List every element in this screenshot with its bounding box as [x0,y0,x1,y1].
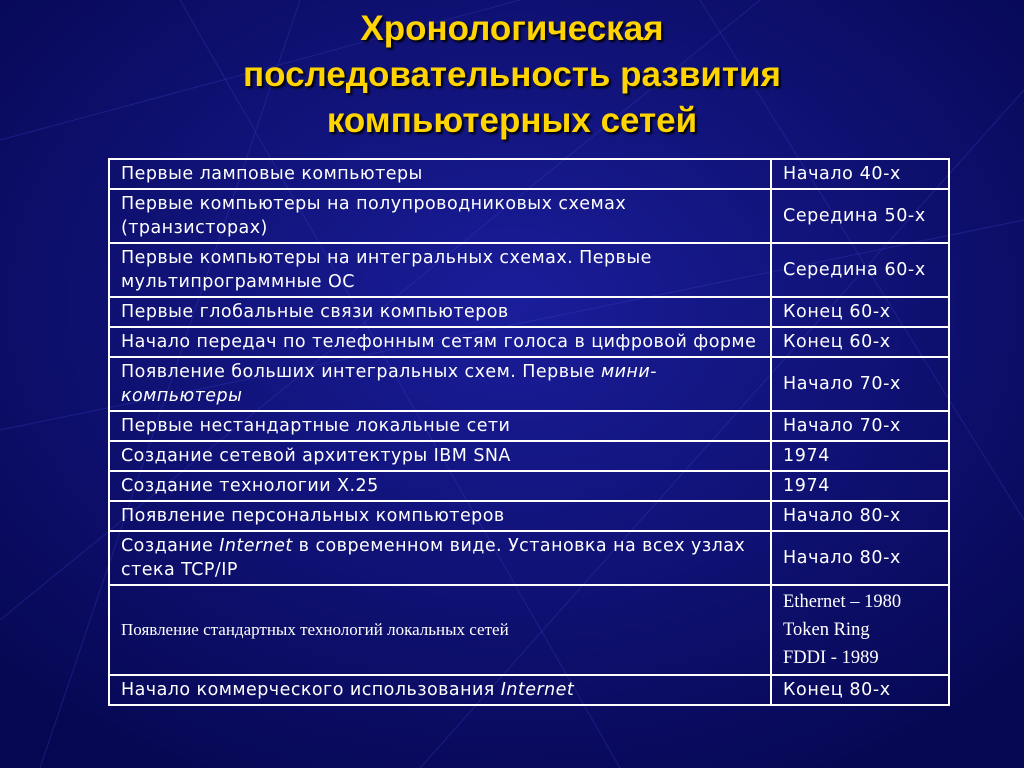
date-cell: Конец 80-х [771,675,949,705]
table-row [109,585,949,675]
event-cell: Создание сетевой архитектуры IBM SNA [109,441,771,471]
table-row [109,189,949,243]
table-row [109,159,949,189]
date-cell: Начало 40-х [771,159,949,189]
date-cell: 1974 [771,471,949,501]
date-line: FDDI - 1989 [783,648,879,668]
event-text-italic: Internet [219,536,293,556]
event-cell: Начало передач по телефонным сетям голоса в цифровой форме [109,327,771,357]
date-cell: Начало 80-х [771,501,949,531]
event-cell: Первые глобальные связи компьютеров [109,297,771,327]
table-row [109,471,949,501]
date-cell: Конец 60-х [771,297,949,327]
date-cell: Начало 70-х [771,411,949,441]
date-cell: Середина 50-х [771,189,949,243]
title-line-1: Хронологическая [360,9,664,48]
table-row [109,357,949,411]
event-text-italic: Internet [500,680,575,700]
table-row [109,411,949,441]
page-title [0,6,1024,144]
date-cell: Конец 60-х [771,327,949,357]
title-line-3: компьютерных сетей [326,101,698,140]
table-row [109,297,949,327]
date-cell: Начало 70-х [771,357,949,411]
event-cell: Появление персональных компьютеров [109,501,771,531]
table-row [109,441,949,471]
event-text: Появление больших интегральных схем. Первые [121,362,601,382]
date-cell: 1974 [771,441,949,471]
event-cell [109,675,771,705]
date-cell [771,585,949,675]
date-line: Token Ring [783,620,870,640]
table-row [109,531,949,585]
event-cell [109,357,771,411]
table-row [109,243,949,297]
event-cell [109,531,771,585]
event-text-italic: мини-компьютеры [121,362,657,406]
event-cell: Первые нестандартные локальные сети [109,411,771,441]
date-cell: Середина 60-х [771,243,949,297]
table-row [109,675,949,705]
date-cell: Начало 80-х [771,531,949,585]
event-cell: Первые ламповые компьютеры [109,159,771,189]
event-cell: Появление стандартных технологий локальных сетей [109,585,771,675]
table-row [109,327,949,357]
event-text: Начало коммерческого использования [121,680,501,700]
timeline-table [108,158,950,706]
table-row [109,501,949,531]
date-line: Ethernet – 1980 [783,592,902,612]
event-text: в современном виде. Установка на всех узлах стека TCP/IP [121,536,746,580]
event-text: Создание [121,536,220,556]
title-line-2: последовательность развития [243,55,781,94]
event-cell: Создание технологии X.25 [109,471,771,501]
event-cell: Первые компьютеры на полупроводниковых схемах (транзисторах) [109,189,771,243]
event-cell: Первые компьютеры на интегральных схемах. Первые мультипрограммные ОС [109,243,771,297]
